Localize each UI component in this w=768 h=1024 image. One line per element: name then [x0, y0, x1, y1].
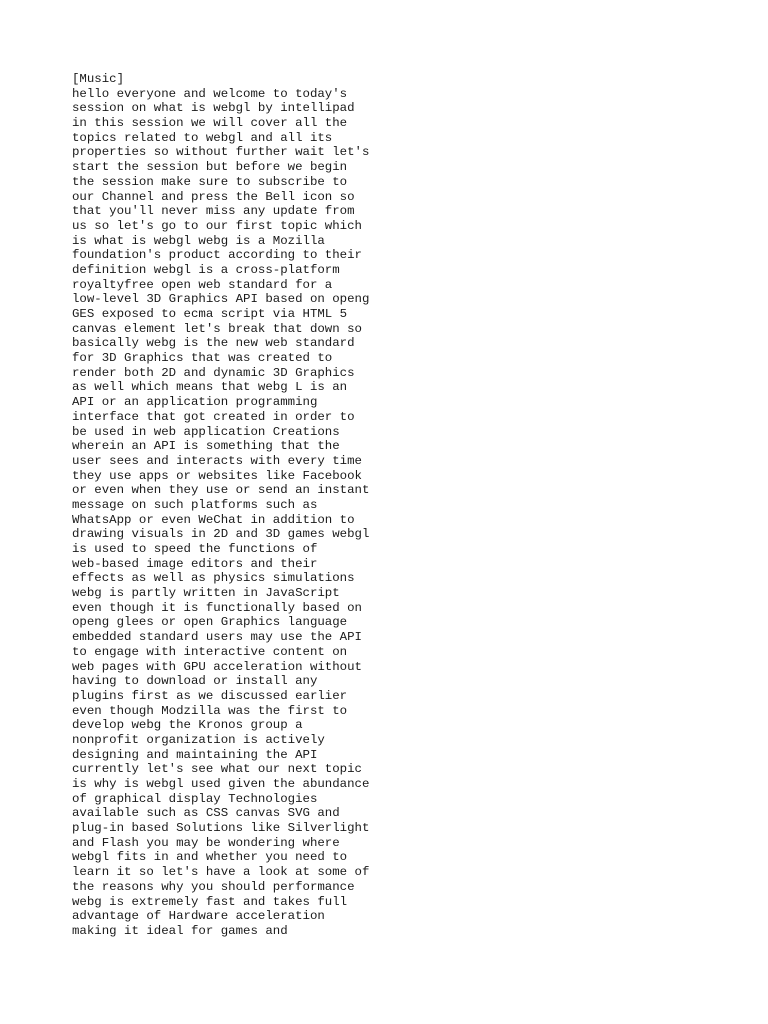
transcript-line: properties so without further wait let's — [72, 145, 370, 160]
transcript-line: to engage with interactive content on — [72, 644, 348, 659]
transcript-line: even though it is functionally based on — [72, 600, 362, 615]
transcript-line: canvas element let's break that down so — [72, 321, 362, 336]
transcript-line: API or an application programming — [72, 395, 318, 410]
transcript-line: web pages with GPU acceleration without — [72, 659, 362, 674]
transcript-line: GES exposed to ecma script via HTML 5 — [72, 307, 348, 321]
transcript-line: foundation's product according to their — [72, 248, 362, 263]
transcript-line: start the session but before we begin — [72, 160, 348, 175]
transcript-line: hello everyone and welcome to today's — [72, 86, 348, 101]
transcript-line: learn it so let's have a look at some of — [72, 865, 370, 880]
transcript-line: develop webg the Kronos group a — [72, 718, 303, 733]
transcript-line: of graphical display Technologies — [72, 791, 318, 806]
transcript-line: render both 2D and dynamic 3D Graphics — [72, 365, 355, 380]
transcript-line: royaltyfree open web standard for a — [72, 277, 333, 292]
transcript-line: be used in web application Creations — [72, 424, 340, 439]
transcript-line: designing and maintaining the API — [72, 747, 318, 762]
transcript-line: drawing visuals in 2D and 3D games webgl — [72, 527, 370, 542]
transcript-line: the session make sure to subscribe to — [72, 174, 348, 189]
transcript-line: WhatsApp or even WeChat in addition to — [72, 512, 355, 527]
transcript-line: our Channel and press the Bell icon so — [72, 189, 355, 204]
transcript-line: even though Modzilla was the first to — [72, 703, 348, 718]
transcript-line: web-based image editors and their — [72, 556, 318, 571]
transcript-line: plugins first as we discussed earlier — [72, 688, 348, 703]
transcript-line: interface that got created in order to — [72, 409, 355, 424]
transcript-line: having to download or install any — [72, 674, 318, 689]
transcript-line: openg glees or open Graphics language — [72, 615, 348, 630]
transcript-line: low-level 3D Graphics API based on openg — [72, 292, 370, 307]
transcript-line: as well which means that webg L is an — [72, 380, 348, 395]
transcript-line: the reasons why you should performance — [72, 879, 355, 894]
transcript-line: for 3D Graphics that was created to — [72, 351, 333, 366]
transcript-line: user sees and interacts with every time — [72, 453, 362, 468]
transcript-line: message on such platforms such as — [72, 497, 318, 512]
transcript-line: definition webgl is a cross-platform — [72, 262, 340, 277]
transcript-line: is what is webgl webg is a Mozilla — [72, 233, 325, 248]
transcript-line: is used to speed the functions of — [72, 542, 318, 556]
transcript-line: wherein an API is something that the — [72, 439, 340, 454]
transcript-line: topics related to webgl and all its — [72, 130, 333, 145]
transcript-line: session on what is webgl by intellipad — [72, 101, 355, 116]
transcript-line: available such as CSS canvas SVG and — [72, 806, 340, 821]
transcript-line: in this session we will cover all the — [72, 116, 348, 131]
transcript-line: us so let's go to our first topic which — [72, 218, 362, 233]
transcript-line: or even when they use or send an instant — [72, 483, 370, 498]
transcript-line: basically webg is the new web standard — [72, 336, 355, 351]
transcript-line: currently let's see what our next topic — [72, 762, 362, 777]
transcript-line: they use apps or websites like Facebook — [72, 468, 362, 483]
transcript-line: plug-in based Solutions like Silverlight — [72, 821, 370, 836]
transcript-line: webgl fits in and whether you need to — [72, 850, 348, 865]
transcript-line: is why is webgl used given the abundance — [72, 777, 370, 791]
transcript-line: that you'll never miss any update from — [72, 204, 355, 219]
transcript-line: advantage of Hardware acceleration — [72, 909, 325, 924]
transcript-line: embedded standard users may use the API — [72, 630, 362, 645]
transcript-line: [Music] — [72, 72, 125, 86]
transcript-line: and Flash you may be wondering where — [72, 835, 340, 850]
transcript-line: webg is partly written in JavaScript — [72, 586, 340, 601]
transcript-line: webg is extremely fast and takes full — [72, 894, 348, 909]
transcript-line: making it ideal for games and — [72, 923, 288, 938]
transcript-text — [72, 72, 369, 939]
transcript-line: effects as well as physics simulations — [72, 571, 355, 586]
transcript-line: nonprofit organization is actively — [72, 732, 325, 747]
